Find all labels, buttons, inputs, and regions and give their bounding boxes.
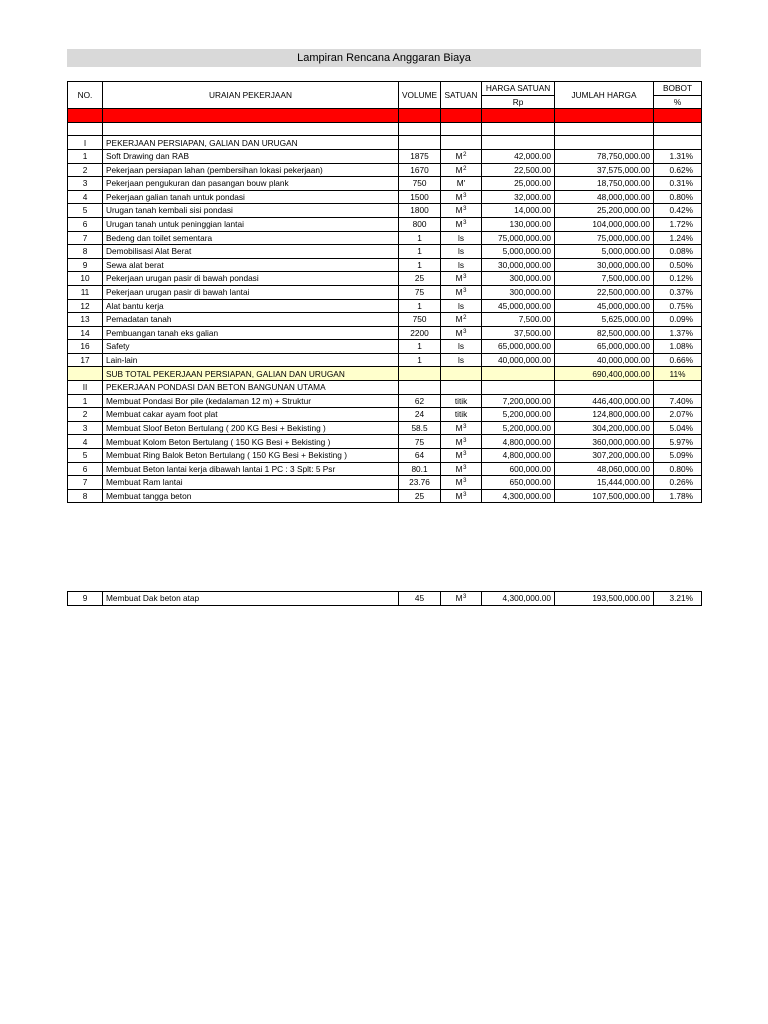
item-uraian: Lain-lain	[103, 353, 399, 367]
empty-cell	[441, 109, 482, 123]
item-satuan	[441, 258, 482, 272]
item-no: 7	[68, 231, 103, 245]
item-jumlah: 48,060,000.00	[555, 462, 654, 476]
item-no: 2	[68, 408, 103, 422]
item-uraian: Membuat Ram lantai	[103, 476, 399, 490]
table-row	[68, 476, 702, 490]
item-bobot: 5.04%	[654, 421, 702, 435]
satuan-unit: M	[455, 164, 463, 175]
header-satuan: SATUAN	[441, 82, 482, 109]
item-jumlah: 22,500,000.00	[555, 285, 654, 299]
item-no: 2	[68, 163, 103, 177]
table-row	[68, 592, 702, 606]
item-uraian: Safety	[103, 340, 399, 354]
item-jumlah: 18,750,000.00	[555, 177, 654, 191]
empty-cell	[399, 367, 441, 381]
empty-cell	[441, 122, 482, 136]
item-harga-satuan: 75,000,000.00	[482, 231, 555, 245]
item-jumlah: 7,500,000.00	[555, 272, 654, 286]
item-uraian: Membuat Ring Balok Beton Bertulang ( 150 KG Besi + Bekisting )	[103, 449, 399, 463]
item-no: 8	[68, 489, 103, 503]
item-uraian: Membuat tangga beton	[103, 489, 399, 503]
subtotal-row	[68, 367, 702, 381]
item-harga-satuan: 5,200,000.00	[482, 408, 555, 422]
item-volume: 25	[399, 489, 441, 503]
item-volume: 75	[399, 285, 441, 299]
empty-cell	[654, 381, 702, 395]
item-harga-satuan: 4,300,000.00	[482, 592, 555, 606]
item-bobot: 5.09%	[654, 449, 702, 463]
satuan-unit: ls	[458, 246, 465, 257]
item-uraian: Pembuangan tanah eks galian	[103, 326, 399, 340]
item-jumlah: 82,500,000.00	[555, 326, 654, 340]
item-harga-satuan: 30,000,000.00	[482, 258, 555, 272]
item-uraian: Membuat cakar ayam foot plat	[103, 408, 399, 422]
satuan-exponent: 3	[463, 451, 467, 458]
header-bobot: BOBOT	[654, 82, 702, 96]
satuan-unit: M	[455, 191, 463, 202]
item-uraian: Membuat Kolom Beton Bertulang ( 150 KG Besi + Bekisting )	[103, 435, 399, 449]
item-bobot: 2.07%	[654, 408, 702, 422]
table-row	[68, 177, 702, 191]
item-satuan	[441, 285, 482, 299]
item-satuan	[441, 149, 482, 163]
item-satuan	[441, 313, 482, 327]
table-row	[68, 462, 702, 476]
item-bobot: 0.37%	[654, 285, 702, 299]
item-bobot: 0.31%	[654, 177, 702, 191]
page-title	[67, 49, 701, 67]
empty-cell	[103, 109, 399, 123]
item-uraian: Membuat Sloof Beton Bertulang ( 200 KG Besi + Bekisting )	[103, 421, 399, 435]
item-volume: 1	[399, 340, 441, 354]
subtotal-jumlah: 690,400,000.00	[555, 367, 654, 381]
empty-cell	[654, 136, 702, 150]
satuan-unit: ls	[458, 300, 465, 311]
item-volume: 62	[399, 394, 441, 408]
empty-cell	[555, 122, 654, 136]
satuan-exponent: 2	[463, 152, 467, 159]
item-harga-satuan: 650,000.00	[482, 476, 555, 490]
table-row	[68, 421, 702, 435]
table-body	[68, 109, 702, 503]
header-uraian: URAIAN PEKERJAAN	[103, 82, 399, 109]
satuan-unit: M	[455, 287, 463, 298]
table-row	[68, 258, 702, 272]
item-jumlah: 446,400,000.00	[555, 394, 654, 408]
satuan-unit: M	[455, 593, 463, 604]
satuan-unit: ls	[458, 355, 465, 366]
satuan-unit: M	[455, 205, 463, 216]
item-no: 14	[68, 326, 103, 340]
item-uraian: Urugan tanah kembali sisi pondasi	[103, 204, 399, 218]
empty-cell	[555, 381, 654, 395]
item-no: 16	[68, 340, 103, 354]
satuan-unit: titik	[454, 395, 468, 406]
satuan-exponent: 3	[463, 491, 467, 498]
item-bobot: 0.09%	[654, 313, 702, 327]
item-bobot: 0.66%	[654, 353, 702, 367]
satuan-exponent: 3	[463, 478, 467, 485]
item-harga-satuan: 4,300,000.00	[482, 489, 555, 503]
item-jumlah: 48,000,000.00	[555, 190, 654, 204]
empty-cell	[441, 381, 482, 395]
empty-cell	[654, 109, 702, 123]
item-bobot: 1.08%	[654, 340, 702, 354]
item-satuan	[441, 299, 482, 313]
item-harga-satuan: 32,000.00	[482, 190, 555, 204]
item-harga-satuan: 45,000,000.00	[482, 299, 555, 313]
item-volume: 64	[399, 449, 441, 463]
item-jumlah: 304,200,000.00	[555, 421, 654, 435]
item-no: 1	[68, 394, 103, 408]
item-jumlah: 15,444,000.00	[555, 476, 654, 490]
item-volume: 25	[399, 272, 441, 286]
satuan-unit: titik	[454, 409, 468, 420]
item-bobot: 1.37%	[654, 326, 702, 340]
table-row	[68, 326, 702, 340]
item-satuan	[441, 177, 482, 191]
item-uraian: Pekerjaan urugan pasir di bawah lantai	[103, 285, 399, 299]
item-volume: 1	[399, 258, 441, 272]
table-row	[68, 299, 702, 313]
item-no: 11	[68, 285, 103, 299]
section-title: PEKERJAAN PERSIAPAN, GALIAN DAN URUGAN	[103, 136, 399, 150]
satuan-exponent: 3	[463, 464, 467, 471]
empty-cell	[399, 381, 441, 395]
item-volume: 800	[399, 217, 441, 231]
empty-cell	[399, 122, 441, 136]
satuan-unit: M	[455, 490, 463, 501]
empty-cell	[68, 367, 103, 381]
item-volume: 1	[399, 299, 441, 313]
item-harga-satuan: 4,800,000.00	[482, 449, 555, 463]
item-no: 12	[68, 299, 103, 313]
item-satuan	[441, 435, 482, 449]
item-bobot: 0.08%	[654, 245, 702, 259]
table-row	[68, 313, 702, 327]
table-row	[68, 408, 702, 422]
subtotal-label: SUB TOTAL PEKERJAAN PERSIAPAN, GALIAN DAN URUGAN	[103, 367, 399, 381]
item-harga-satuan: 22,500.00	[482, 163, 555, 177]
item-uraian: Pekerjaan pengukuran dan pasangan bouw plank	[103, 177, 399, 191]
item-volume: 1875	[399, 149, 441, 163]
item-bobot: 1.78%	[654, 489, 702, 503]
empty-cell	[482, 122, 555, 136]
table-row	[68, 204, 702, 218]
item-satuan	[441, 421, 482, 435]
table-row	[68, 449, 702, 463]
satuan-unit: M	[455, 450, 463, 461]
item-bobot: 1.31%	[654, 149, 702, 163]
item-uraian: Alat bantu kerja	[103, 299, 399, 313]
satuan-unit: M	[455, 477, 463, 488]
item-harga-satuan: 130,000.00	[482, 217, 555, 231]
empty-cell	[399, 109, 441, 123]
item-bobot: 7.40%	[654, 394, 702, 408]
item-uraian: Demobilisasi Alat Berat	[103, 245, 399, 259]
empty-cell	[68, 109, 103, 123]
item-jumlah: 307,200,000.00	[555, 449, 654, 463]
item-uraian: Urugan tanah untuk peninggian lantai	[103, 217, 399, 231]
empty-cell	[482, 109, 555, 123]
satuan-exponent: 3	[463, 288, 467, 295]
item-harga-satuan: 600,000.00	[482, 462, 555, 476]
item-no: 1	[68, 149, 103, 163]
item-jumlah: 25,200,000.00	[555, 204, 654, 218]
satuan-unit: M	[455, 219, 463, 230]
item-volume: 1500	[399, 190, 441, 204]
item-no: 8	[68, 245, 103, 259]
section-title: PEKERJAAN PONDASI DAN BETON BANGUNAN UTAMA	[103, 381, 399, 395]
item-no: 4	[68, 435, 103, 449]
header-separator-row	[68, 109, 702, 123]
item-uraian: Bedeng dan toilet sementara	[103, 231, 399, 245]
item-jumlah: 193,500,000.00	[555, 592, 654, 606]
item-harga-satuan: 65,000,000.00	[482, 340, 555, 354]
empty-cell	[399, 136, 441, 150]
table-row	[68, 394, 702, 408]
item-satuan	[441, 489, 482, 503]
item-jumlah: 5,625,000.00	[555, 313, 654, 327]
item-bobot: 5.97%	[654, 435, 702, 449]
item-harga-satuan: 5,200,000.00	[482, 421, 555, 435]
item-no: 17	[68, 353, 103, 367]
item-volume: 58.5	[399, 421, 441, 435]
table-row	[68, 435, 702, 449]
table-row	[68, 245, 702, 259]
satuan-exponent: 2	[463, 165, 467, 172]
satuan-unit: M	[455, 273, 463, 284]
satuan-exponent: 3	[463, 206, 467, 213]
item-no: 6	[68, 462, 103, 476]
empty-cell	[654, 122, 702, 136]
item-satuan	[441, 449, 482, 463]
item-jumlah: 45,000,000.00	[555, 299, 654, 313]
item-no: 5	[68, 204, 103, 218]
item-jumlah: 30,000,000.00	[555, 258, 654, 272]
satuan-unit: M	[455, 463, 463, 474]
header-jumlah: JUMLAH HARGA	[555, 82, 654, 109]
page-title-text: Lampiran Rencana Anggaran Biaya	[297, 52, 471, 64]
item-jumlah: 107,500,000.00	[555, 489, 654, 503]
item-no: 3	[68, 177, 103, 191]
table-row	[68, 190, 702, 204]
item-harga-satuan: 300,000.00	[482, 272, 555, 286]
item-bobot: 1.24%	[654, 231, 702, 245]
satuan-exponent: 3	[463, 437, 467, 444]
item-satuan	[441, 462, 482, 476]
item-satuan	[441, 190, 482, 204]
section-row	[68, 381, 702, 395]
item-volume: 75	[399, 435, 441, 449]
section-no: II	[68, 381, 103, 395]
item-satuan	[441, 272, 482, 286]
item-satuan	[441, 476, 482, 490]
table-body-continued	[68, 592, 702, 606]
subtotal-bobot: 11%	[654, 367, 702, 381]
item-no: 9	[68, 258, 103, 272]
table-row	[68, 272, 702, 286]
item-bobot: 0.42%	[654, 204, 702, 218]
item-jumlah: 40,000,000.00	[555, 353, 654, 367]
satuan-exponent: 3	[463, 192, 467, 199]
rab-table	[67, 81, 702, 503]
item-volume: 1	[399, 245, 441, 259]
item-harga-satuan: 7,500.00	[482, 313, 555, 327]
item-volume: 80.1	[399, 462, 441, 476]
header-harga-satuan: HARGA SATUAN	[482, 82, 555, 96]
item-volume: 2200	[399, 326, 441, 340]
item-jumlah: 37,575,000.00	[555, 163, 654, 177]
satuan-unit: M	[455, 314, 463, 325]
satuan-unit: ls	[458, 259, 465, 270]
item-bobot: 0.80%	[654, 190, 702, 204]
item-bobot: 0.50%	[654, 258, 702, 272]
table-row	[68, 285, 702, 299]
item-harga-satuan: 4,800,000.00	[482, 435, 555, 449]
table-row	[68, 231, 702, 245]
empty-cell	[441, 136, 482, 150]
satuan-unit: M	[455, 422, 463, 433]
empty-cell	[441, 367, 482, 381]
empty-cell	[482, 381, 555, 395]
item-satuan	[441, 326, 482, 340]
empty-cell	[555, 109, 654, 123]
item-no: 10	[68, 272, 103, 286]
header-no: NO.	[68, 82, 103, 109]
item-jumlah: 65,000,000.00	[555, 340, 654, 354]
satuan-exponent: 3	[463, 328, 467, 335]
empty-cell	[68, 122, 103, 136]
item-no: 3	[68, 421, 103, 435]
item-volume: 750	[399, 177, 441, 191]
section-row	[68, 136, 702, 150]
satuan-exponent: 3	[463, 594, 467, 601]
item-volume: 45	[399, 592, 441, 606]
item-harga-satuan: 37,500.00	[482, 326, 555, 340]
item-jumlah: 75,000,000.00	[555, 231, 654, 245]
item-satuan	[441, 204, 482, 218]
item-volume: 24	[399, 408, 441, 422]
item-no: 9	[68, 592, 103, 606]
item-harga-satuan: 7,200,000.00	[482, 394, 555, 408]
item-satuan	[441, 408, 482, 422]
item-satuan	[441, 353, 482, 367]
item-harga-satuan: 5,000,000.00	[482, 245, 555, 259]
item-jumlah: 5,000,000.00	[555, 245, 654, 259]
satuan-unit: M'	[456, 178, 466, 189]
item-bobot: 0.80%	[654, 462, 702, 476]
section-no: I	[68, 136, 103, 150]
item-uraian: Pekerjaan galian tanah untuk pondasi	[103, 190, 399, 204]
item-bobot: 0.62%	[654, 163, 702, 177]
item-jumlah: 360,000,000.00	[555, 435, 654, 449]
empty-cell	[555, 136, 654, 150]
empty-cell	[482, 136, 555, 150]
satuan-exponent: 3	[463, 274, 467, 281]
satuan-unit: M	[455, 436, 463, 447]
empty-cell	[103, 122, 399, 136]
table-header	[68, 82, 702, 109]
item-bobot: 1.72%	[654, 217, 702, 231]
item-jumlah: 124,800,000.00	[555, 408, 654, 422]
header-persen: %	[654, 95, 702, 109]
table-row	[68, 353, 702, 367]
item-bobot: 0.75%	[654, 299, 702, 313]
item-no: 7	[68, 476, 103, 490]
satuan-exponent: 3	[463, 423, 467, 430]
item-satuan	[441, 217, 482, 231]
satuan-unit: ls	[458, 341, 465, 352]
item-harga-satuan: 14,000.00	[482, 204, 555, 218]
empty-cell	[482, 367, 555, 381]
item-volume: 1800	[399, 204, 441, 218]
item-bobot: 3.21%	[654, 592, 702, 606]
header-volume: VOLUME	[399, 82, 441, 109]
item-harga-satuan: 40,000,000.00	[482, 353, 555, 367]
item-uraian: Sewa alat berat	[103, 258, 399, 272]
table-row	[68, 217, 702, 231]
item-volume: 750	[399, 313, 441, 327]
item-uraian: Membuat Pondasi Bor pile (kedalaman 12 m) + Struktur	[103, 394, 399, 408]
item-uraian: Membuat Dak beton atap	[103, 592, 399, 606]
rab-table-continued	[67, 591, 702, 606]
satuan-unit: M	[455, 151, 463, 162]
item-uraian: Membuat Beton lantai kerja dibawah lantai 1 PC : 3 Splt: 5 Psr	[103, 462, 399, 476]
item-no: 6	[68, 217, 103, 231]
item-jumlah: 78,750,000.00	[555, 149, 654, 163]
item-satuan	[441, 231, 482, 245]
item-satuan	[441, 592, 482, 606]
item-harga-satuan: 25,000.00	[482, 177, 555, 191]
item-satuan	[441, 340, 482, 354]
item-no: 5	[68, 449, 103, 463]
item-bobot: 0.12%	[654, 272, 702, 286]
item-volume: 1	[399, 353, 441, 367]
item-uraian: Soft Drawing dan RAB	[103, 149, 399, 163]
item-satuan	[441, 394, 482, 408]
item-no: 13	[68, 313, 103, 327]
item-volume: 1670	[399, 163, 441, 177]
item-volume: 1	[399, 231, 441, 245]
satuan-exponent: 3	[463, 220, 467, 227]
table-row	[68, 163, 702, 177]
satuan-unit: M	[455, 327, 463, 338]
item-uraian: Pekerjaan urugan pasir di bawah pondasi	[103, 272, 399, 286]
item-bobot: 0.26%	[654, 476, 702, 490]
header-rp: Rp	[482, 95, 555, 109]
table-row	[68, 489, 702, 503]
blank-row	[68, 122, 702, 136]
item-satuan	[441, 163, 482, 177]
item-uraian: Pemadatan tanah	[103, 313, 399, 327]
item-no: 4	[68, 190, 103, 204]
item-uraian: Pekerjaan persiapan lahan (pembersihan lokasi pekerjaan)	[103, 163, 399, 177]
satuan-unit: ls	[458, 232, 465, 243]
item-satuan	[441, 245, 482, 259]
item-harga-satuan: 300,000.00	[482, 285, 555, 299]
item-harga-satuan: 42,000.00	[482, 149, 555, 163]
table-row	[68, 340, 702, 354]
satuan-exponent: 2	[463, 315, 467, 322]
item-jumlah: 104,000,000.00	[555, 217, 654, 231]
table-row	[68, 149, 702, 163]
item-volume: 23.76	[399, 476, 441, 490]
